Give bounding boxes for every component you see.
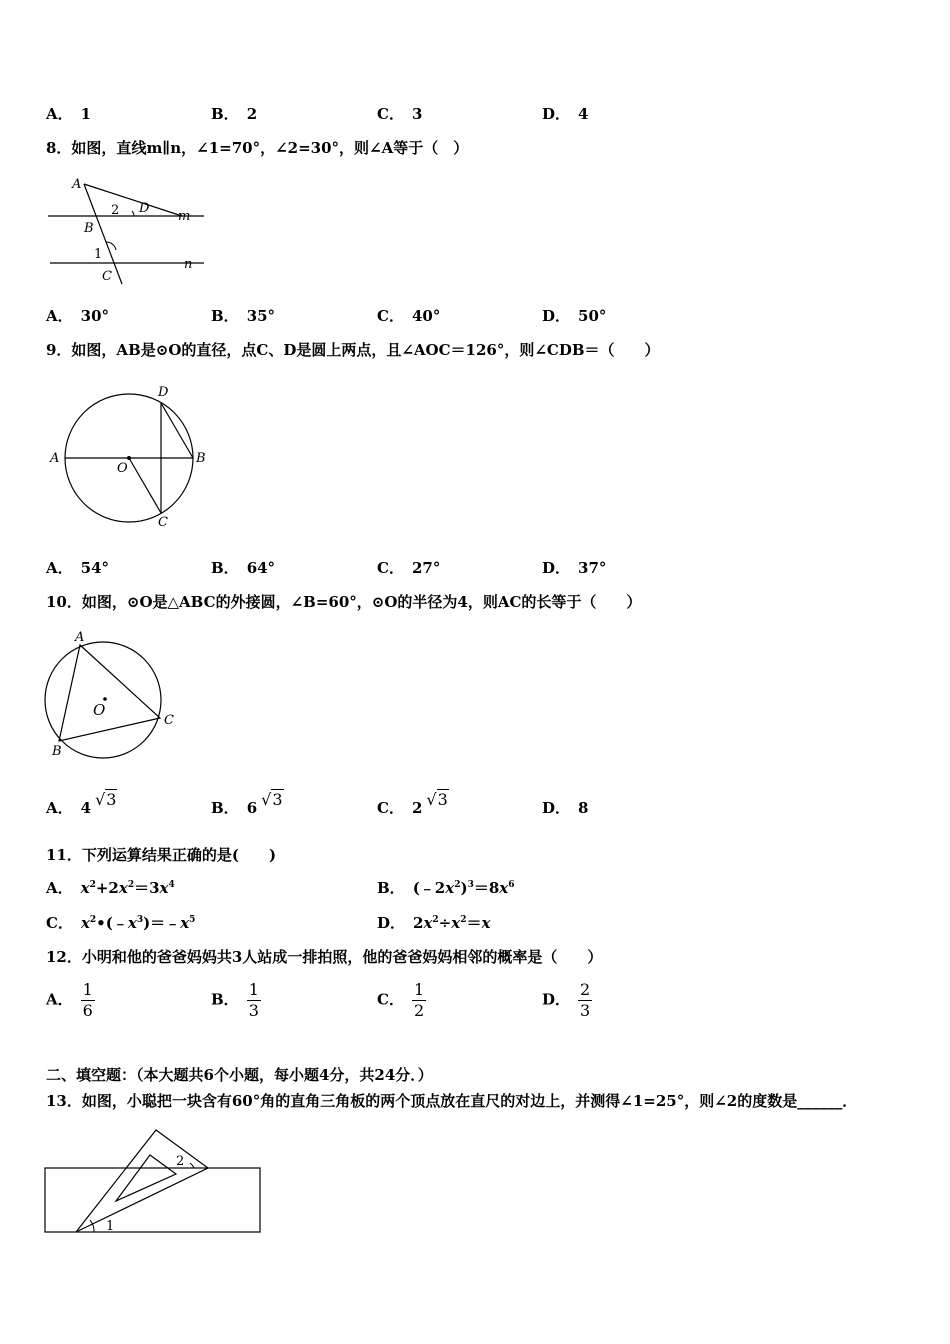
q7-option-c: C． 3 xyxy=(377,105,423,123)
q8-label-d: D xyxy=(139,201,150,216)
q13-figure xyxy=(44,1128,264,1236)
q8-label-b: B xyxy=(84,221,94,236)
sqrt-symbol: √3 xyxy=(426,790,448,809)
q9-option-c: C． 27° xyxy=(377,559,441,577)
q7-option-d: D． 4 xyxy=(542,105,589,123)
q12-option-a: A． $\frac{1}{6}$ xyxy=(46,980,93,1020)
q7-option-a: A． 1 xyxy=(46,105,92,123)
q9-label-b: B xyxy=(196,451,206,466)
q10-option-c: C． 2 √3 xyxy=(377,790,448,817)
q8-label-c: C xyxy=(102,269,112,284)
q7-option-b: B． 2 xyxy=(211,105,258,123)
q9-label-c: C xyxy=(158,515,168,530)
q13-stem: 13．如图，小聪把一块含有60°角的直角三角板的两个顶点放在直尺的对边上，并测得∠1=25°，则∠2的度数是______． xyxy=(46,1092,858,1110)
q8-option-a: A． 30° xyxy=(46,307,110,325)
q10-label-o: O xyxy=(93,701,106,719)
q8-label-m: m xyxy=(178,209,191,224)
q10-option-d: D． 8 xyxy=(542,799,589,817)
q9-option-d: D． 37° xyxy=(542,559,607,577)
q8-label-n: n xyxy=(184,257,193,272)
q11-option-c: C． $x^2•(﹣x^3)=﹣x^5$ xyxy=(46,914,196,932)
q8-label-2: 2 xyxy=(111,203,120,218)
q10-option-a: A． 4 √3 xyxy=(46,790,117,817)
q13-label-2: 2 xyxy=(176,1154,185,1169)
q9-label-o: O xyxy=(117,461,128,476)
q9-label-a: A xyxy=(50,451,60,466)
q10-figure xyxy=(42,628,182,760)
q10-label-c: C xyxy=(164,713,174,728)
q10-label-b: B xyxy=(52,744,62,759)
q12-option-d: D． $\frac{2}{3}$ xyxy=(542,980,591,1020)
q8-label-a: A xyxy=(72,177,82,192)
q9-option-b: B． 64° xyxy=(211,559,276,577)
q10-stem: 10．如图，⊙O是△ABC的外接圆，∠B=60°，⊙O的半径为4，则AC的长等于（ ） xyxy=(46,593,642,611)
q8-figure xyxy=(44,172,204,287)
q10-option-b: B． 6 √3 xyxy=(211,790,283,817)
q11-option-a: A． $x^2+2x^2=3x^4$ xyxy=(46,879,175,897)
q12-option-c: C． $\frac{1}{2}$ xyxy=(377,980,425,1020)
q12-option-b: B． $\frac{1}{3}$ xyxy=(211,980,259,1020)
sqrt-symbol: √3 xyxy=(95,790,117,809)
section-heading: 二、填空题：（本大题共6个小题，每小题4分，共24分．） xyxy=(46,1066,433,1084)
q8-option-d: D． 50° xyxy=(542,307,607,325)
q11-option-b: B． $(﹣2x^2)^3=8x^6$ xyxy=(377,879,515,897)
q9-option-a: A． 54° xyxy=(46,559,110,577)
q10-label-a: A xyxy=(75,630,85,645)
q8-option-b: B． 35° xyxy=(211,307,276,325)
q9-label-d: D xyxy=(158,385,169,400)
sqrt-symbol: √3 xyxy=(261,790,283,809)
q9-figure xyxy=(44,380,219,530)
q8-label-1: 1 xyxy=(94,247,103,262)
q8-stem: 8．如图，直线m∥n，∠1=70°，∠2=30°，则∠A等于（ ） xyxy=(46,139,469,157)
q13-label-1: 1 xyxy=(106,1219,115,1234)
q11-option-d: D． $2x^2\div x^2=x$ xyxy=(377,914,491,932)
q11-stem: 11．下列运算结果正确的是( ) xyxy=(46,846,277,864)
q9-stem: 9．如图，AB是⊙O的直径，点C、D是圆上两点，且∠AOC＝126°，则∠CDB＝（ ） xyxy=(46,341,660,359)
q12-stem: 12．小明和他的爸爸妈妈共3人站成一排拍照，他的爸爸妈妈相邻的概率是（ ） xyxy=(46,948,603,966)
q8-option-c: C． 40° xyxy=(377,307,441,325)
